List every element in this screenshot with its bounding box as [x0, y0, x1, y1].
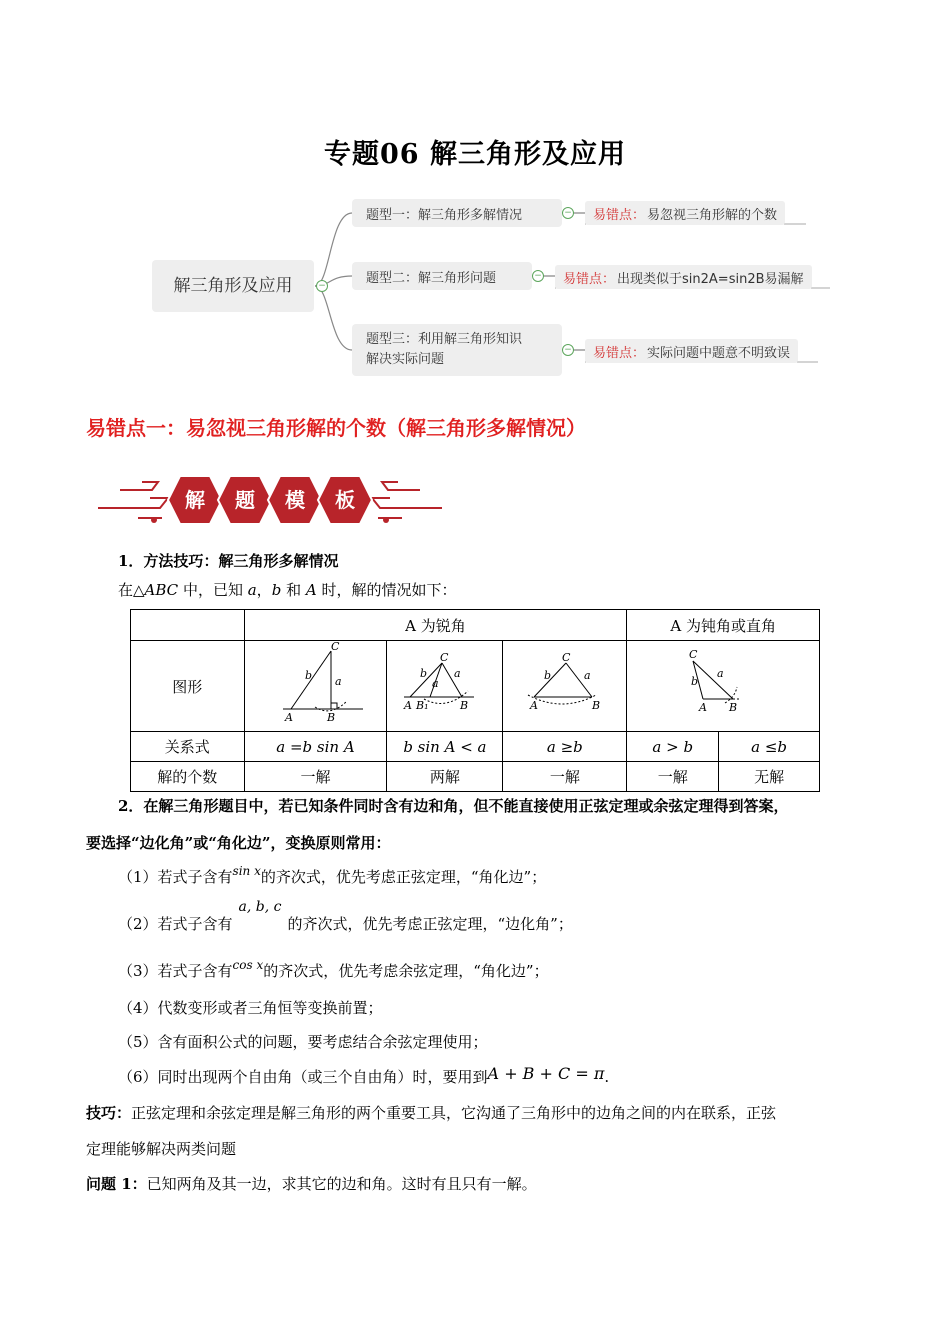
item-math: cos x: [232, 958, 264, 972]
intro-text: 在△: [118, 581, 145, 599]
tip-line2: 定理能够解决两类问题: [86, 1140, 237, 1158]
header-obtuse: A 为钝角或直角: [627, 610, 820, 641]
question-label: 问题 1：: [86, 1175, 147, 1193]
fig-label-C: C: [561, 651, 571, 664]
row-label-count: 解的个数: [131, 762, 245, 792]
fig-label-C: C: [439, 651, 449, 664]
intro-text: 中，已知: [178, 581, 248, 599]
intro-a: a: [247, 581, 257, 599]
tip-text: 正弦定理和余弦定理是解三角形的两个重要工具，它沟通了三角形中的边角之间的内在联系，正弦: [131, 1104, 777, 1122]
count-cell: 无解: [719, 762, 820, 792]
fig-label-B: B: [327, 711, 336, 724]
tip-line1: [86, 1102, 776, 1124]
fig-label-A: A: [699, 701, 708, 714]
fig-label-A: A: [403, 699, 412, 712]
collapse-icon[interactable]: −: [562, 207, 574, 219]
error-label: 易错点：: [593, 345, 646, 361]
tip-label: 技巧：: [86, 1104, 132, 1122]
item-post: 的齐次式，优先考虑余弦定理，“角化边”；: [263, 962, 549, 980]
fig-label-b: b: [543, 669, 551, 682]
item-pre: （3）若式子含有: [118, 962, 233, 980]
question-1: [86, 1173, 537, 1195]
relation-cell: b sin A < a: [387, 732, 503, 762]
fig-label-C: C: [331, 641, 340, 653]
relation-cell: a ≥b: [503, 732, 627, 762]
fig-label-B: B: [729, 701, 738, 714]
banner-char: 解: [185, 488, 205, 512]
type-line: 题型三：利用解三角形知识: [366, 332, 523, 347]
mindmap-type-2[interactable]: 题型二：解三角形问题: [352, 262, 532, 290]
item-math: A + B + C = π: [487, 1064, 605, 1083]
banner-char: 模: [285, 488, 305, 512]
fig-label-B: B: [591, 699, 600, 712]
mindmap-root[interactable]: 解三角形及应用: [152, 260, 314, 312]
count-cell: 一解: [503, 762, 627, 792]
triangle-figure-1: [255, 641, 375, 727]
intro-text: 时，解的情况如下：: [316, 581, 457, 599]
rule-item: [118, 899, 573, 936]
triangle-figure-4: [663, 641, 783, 727]
point2-line2: 要选择“边化角”或“角化边”，变换原则常用：: [86, 834, 391, 852]
fig-label-a: a: [431, 677, 439, 690]
figure-cell: [387, 641, 503, 732]
item-pre: （2）若式子含有: [118, 915, 233, 933]
method-intro: [118, 579, 456, 601]
count-cell: 两解: [387, 762, 503, 792]
triangle-figure-2: [390, 641, 500, 727]
collapse-icon[interactable]: −: [316, 280, 328, 292]
item-post: 的齐次式，优先考虑正弦定理，“角化边”；: [260, 868, 547, 886]
intro-text: ，: [256, 581, 272, 599]
banner-decoration: [90, 468, 450, 532]
collapse-icon[interactable]: −: [532, 270, 544, 282]
fig-label-B: B: [459, 699, 468, 712]
fig-label-b: b: [419, 667, 427, 680]
rule-item: [118, 866, 546, 889]
fig-label-A: A: [285, 711, 294, 724]
figure-cell: [503, 641, 627, 732]
type-line: 解决实际问题: [366, 352, 445, 367]
question-text: 已知两角及其一边，求其它的边和角。这时有且只有一解。: [146, 1175, 537, 1193]
error-text: 实际问题中题意不明致误: [647, 345, 791, 361]
item-pre: （1）若式子含有: [118, 868, 233, 886]
mindmap-type-1[interactable]: 题型一：解三角形多解情况: [352, 199, 562, 227]
relation-cell: a ≤b: [719, 732, 820, 762]
collapse-icon[interactable]: −: [562, 344, 574, 356]
item-math: a, b, c: [238, 899, 282, 915]
rule-item: [118, 960, 549, 983]
mindmap-error-2[interactable]: [555, 265, 812, 289]
error-text: 易忽视三角形解的个数: [647, 207, 778, 223]
intro-b: b: [271, 581, 282, 599]
page-title: 专题06 解三角形及应用: [324, 139, 626, 170]
triangle-figure-3: [510, 641, 620, 727]
banner-char: 题: [235, 488, 255, 512]
fig-label-a: a: [583, 669, 591, 682]
fig-label-b: b: [691, 675, 699, 688]
error-text: 出现类似于sin2A=sin2B易漏解: [617, 271, 804, 287]
error-label: 易错点：: [563, 271, 616, 287]
row-label-relation: 关系式: [131, 732, 245, 762]
item-post: 的齐次式，优先考虑正弦定理，“边化角”；: [287, 915, 573, 933]
table-corner: [131, 610, 245, 641]
mindmap-type-3[interactable]: [352, 324, 562, 376]
row-label-figure: 图形: [131, 641, 245, 732]
count-cell: 一解: [627, 762, 719, 792]
fig-label-C: C: [689, 648, 698, 661]
rule-item: [118, 1066, 609, 1088]
rule-item: （5）含有面积公式的问题，要考虑结合余弦定理使用；: [118, 1033, 488, 1051]
error-label: 易错点：: [593, 207, 646, 223]
figure-cell: [627, 641, 820, 732]
mindmap-error-3[interactable]: [585, 339, 798, 363]
fig-label-b: b: [305, 669, 313, 682]
fig-label-a: a: [453, 667, 461, 680]
header-acute: A 为锐角: [244, 610, 627, 641]
intro-text: 和: [281, 581, 306, 599]
banner-char: 板: [335, 488, 355, 512]
mindmap-error-1[interactable]: [585, 201, 785, 225]
item-math: sin x: [232, 864, 261, 878]
method-heading: 1．方法技巧：解三角形多解情况: [118, 552, 339, 570]
item-pre: （6）同时出现两个自由角（或三个自由角）时，要用到: [118, 1068, 488, 1086]
item-post: .: [604, 1068, 610, 1086]
fig-label-a: a: [335, 675, 343, 688]
rule-item: （4）代数变形或者三角恒等变换前置；: [118, 999, 383, 1017]
fig-label-A: A: [529, 699, 538, 712]
fig-label-a: a: [717, 667, 724, 680]
count-cell: 一解: [244, 762, 387, 792]
intro-A: A: [305, 581, 317, 599]
point2-line1: 2．在解三角形题目中，若已知条件同时含有边和角，但不能直接使用正弦定理或余弦定理得到答案，: [118, 797, 789, 815]
fig-label-B1: B₁: [415, 699, 429, 712]
section-heading: 易错点一：易忽视三角形解的个数（解三角形多解情况）: [86, 416, 586, 440]
relation-cell: a =b sin A: [244, 732, 387, 762]
intro-abc: ABC: [144, 581, 179, 599]
figure-cell: [244, 641, 387, 732]
solutions-table: [130, 609, 820, 792]
relation-cell: a > b: [627, 732, 719, 762]
